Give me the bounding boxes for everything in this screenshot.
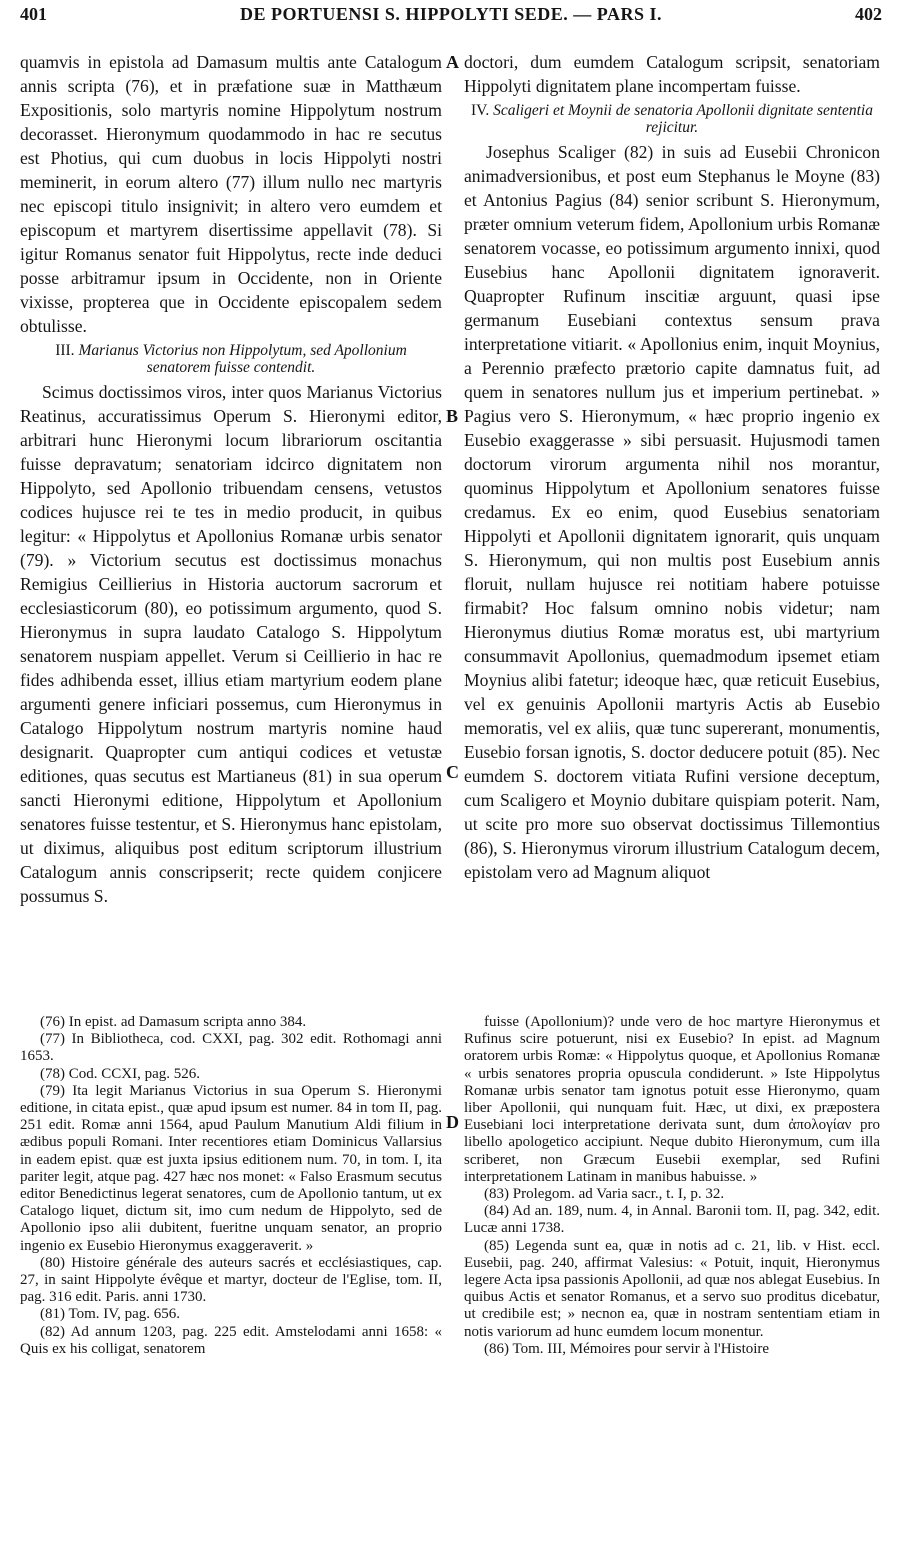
section-number-4: IV. — [471, 102, 490, 119]
footnote: (79) Ita legit Marianus Victorius in sua Operum S. Hieronymi editione, in citata epist., quæ apud ipsum est numer. 84 in tom II, pag. 251 edit. Romæ anni 1564, apud Paulum Manutium Aldi filium in ædibus populi Romani. Inter recentiores etiam Dominicus Vallarsius in eadem epist. quæ est juxta ipsius editionem num. 70, in tom. I, ita pariter legit, atque pag. 427 hæc nos monet: « Falso Erasmum secutus editor Benedictinus legerat senatores, cum de Apollonio tantum, ut ex Catalogo liquet, dictum sit, imo cum nedum de Hippolyto, sed de Apollonio ipso alii dubitent, fueritne unquam senator, an proprio ingenio ex Eusebio Hieronymus exaggeraverit. » — [20, 1082, 442, 1254]
margin-marker-a: A — [446, 52, 459, 72]
running-title: DE PORTUENSI S. HIPPOLYTI SEDE. — PARS I. — [240, 4, 662, 24]
section-heading-4 — [470, 102, 874, 136]
section-number-3: III. — [55, 342, 75, 359]
footnote: (77) In Bibliotheca, cod. CXXI, pag. 302 edit. Rothomagi anni 1653. — [20, 1031, 442, 1065]
page-number-right: 402 — [855, 4, 882, 24]
section-title-4: Scaligeri et Moynii de senatoria Apollonii dignitate sententia rejicitur. — [493, 102, 873, 136]
left-column — [20, 50, 442, 908]
right-paragraph-1: doctori, dum eumdem Catalogum scripsit, senatoriam Hippolyti dignitatem plane incompertam fuisse. — [464, 52, 880, 96]
right-column — [464, 50, 880, 884]
footnote: (82) Ad annum 1203, pag. 225 edit. Amstelodami anni 1658: « Quis ex his colligat, senatorem — [20, 1323, 442, 1357]
right-paragraph-2: Josephus Scaliger (82) in suis ad Eusebii Chronicon animadversionibus, et post eum Stephanus le Moyne (83) et Antonius Pagius (84) senior scribunt S. Hieronymum, præter omnium veterum fidem, Apollonium urbis Romanæ senatorem vocasse, eo potissimum argumento innixi, quod Eusebius hanc Apollonii dignitatem ignoraverit. Quapropter Rufinum inscitiæ arguunt, quasi ipse germanum Eusebiani contextus sensum prava interpretatione vitiarit. « Apollonius enim, inquit Moynius, a Perennio præfecto prætorio capite damnatus fuit, ad quem in senatores nullum jus et imperium pertinebat. » Pagius vero S. Hieronymum, « hæc proprio ingenio ex Eusebio exaggerasse » sibi persuasit. Hujusmodi tamen doctorum virorum argumenta nihil nos morantur, quominus Hippolytum et Apollonium senatores fuisse credamus. Ex eo enim, quod Eusebius senatoriam Hippolyti et Apollonii dignitatem ignorarit, quis unquam S. Hieronymum, qui non multis post Eusebium annis floruit, nullam hujusce rei notitiam habere potuisse firmabit? Hoc falsum omnino nobis videtur; nam Hieronymus diutius Romæ moratus est, ubi martyrium consummavit Apollonius, quemadmodum ipsemet etiam Moynius alibi fatetur; ideoque hæc, quæ reticuit Eusebius, vel ex genuinis Apollonii martyris Actis ab Eusebio memoratis, vel ex aliis, quæ tunc supererant, monumentis, Eusebio forsan ignotis, S. doctor deducere potuit (85). Nec eumdem S. doctorem vitiata Rufini versione deceptum, cum Scaligero et Moynio dubitare quispiam poterit. Nam, ut scite pro more suo observat doctissimus Tillemontius (86), S. Hieronymus virorum illustrium Catalogum decem, epistolam vero ad Magnum aliquot — [464, 142, 880, 882]
footnote: (76) In epist. ad Damasum scripta anno 384. — [40, 1014, 307, 1030]
left-paragraph-1: quamvis in epistola ad Damasum multis ante Catalogum annis scripta (76), et in præfatione suæ in Matthæum Expositionis, solo martyris nomine Hippolytum nostrum decorasset. Hieronymum quodammodo in hac re secutus est Photius, qui cum duobus in locis Hippolyti nostri meminerit, in eorum altero (77) illum nullo nec martyris nec episcopi titulo insignivit; in altero vero eumdem et episcopum et martyrem disertissime appellavit (78). Si igitur Romanus senator fuit Hippolytus, recte inde deduci posse arbitramur ipsum in Occidente, non in Oriente vixisse, propterea que in Occidente episcopalem sedem obtulisse. — [20, 52, 442, 336]
footnote: fuisse (Apollonium)? unde vero de hoc martyre Hieronymus et Rufinus scire potuerunt, nisi ex Eusebio? In epist. ad Magnum oratorem urbis Romæ: « Hippolytus quoque, et Apollonius Romanæ « urbis senatores propria opuscula condiderunt. » Iste Hippolytus Romanæ urbis senator tam ignotus potuit esse Hieronymo, quam liber Apollonii, qui nunquam fuit. Hæc, ut dixi, ex præpostera Eusebiani loci interpretatione derivata sunt, dum ἀπολογίαν pro libello apologetico accipiunt. Neque dubito Hieronymum, cum illa scriberet, non Græcum Eusebii exemplar, sed Rufini interpretationem Latinam in manibus habuisse. » — [464, 1014, 880, 1185]
footnote: (83) Prolegom. ad Varia sacr., t. I, p. 32. — [484, 1186, 725, 1203]
footnotes-left — [20, 1014, 442, 1358]
margin-marker-d: D — [446, 1112, 459, 1132]
footnotes-right — [464, 1014, 880, 1358]
margin-marker-c: C — [446, 762, 459, 782]
margin-marker-b: B — [446, 406, 459, 426]
footnote: (81) Tom. IV, pag. 656. — [40, 1306, 181, 1323]
running-header — [20, 4, 882, 30]
footnote: (86) Tom. III, Mémoires pour servir à l'Histoire — [484, 1340, 770, 1357]
section-heading-3 — [26, 342, 436, 376]
left-paragraph-2: Scimus doctissimos viros, inter quos Marianus Victorius Reatinus, accuratissimus Operum S. Hieronymi editor, arbitrari hunc Hieronymi locum librariorum oscitantia fuisse depravatum; senatoriam idcirco dignitatem non Hippolyto, sed Apollonio tribuendam censens, vetustos codices hujusce rei te tes in medio producit, in quibus legitur: « Hippolytus et Apollonius Romanæ urbis senator (79). » Victorium secutus est doctissimus monachus Remigius Ceillierius in Historia auctorum sacrorum et ecclesiasticorum (80), eo potissimum argumento, quod S. Hieronymus in supra laudato Catalogo S. Hippolytum senatorem nuspiam appellet. Verum si Ceillierio in hac re fides adhibenda esset, illius etiam martyrium eodem plane argumenti genere inficiari possemus, cum Hieronymus in Catalogo Hippolytum nostrum martyris nomine haud designarit. Quapropter cum antiqui codices et vetustæ editiones, quas secutus est Martianeus (81) in sua operum sancti Hieronymi editione, Hippolytum et Apollonium senatores fuisse testentur, et S. Hieronymus hanc epistolam, ut diximus, aliquibus post editum scriptorum illustrium Catalogum annis conscripserit; recte quidem conjicere possumus S. — [20, 382, 442, 906]
footnote: (84) Ad an. 189, num. 4, in Annal. Baronii tom. II, pag. 342, edit. Lucæ anni 1738. — [464, 1203, 880, 1237]
footnote: (78) Cod. CCXI, pag. 526. — [40, 1065, 200, 1082]
footnote: (80) Histoire générale des auteurs sacrés et ecclésiastiques, cap. 27, in saint Hippolyte évêque et martyr, docteur de l'Eglise, tom. II, pag. 316 edit. Paris. anni 1730. — [20, 1254, 442, 1306]
page-number-left: 401 — [20, 4, 47, 24]
footnote: (85) Legenda sunt ea, quæ in notis ad c. 21, lib. v Hist. eccl. Eusebii, pag. 240, affirmat Valesius: « Potuit, inquit, Hieronymus legere Acta ipsa passionis Apollonii, ad quæ nos ablegat Eusebius. In quibus Actis et senator Romanus, et a servo suo proditus dicebatur, ut credibile est; » necnon ea, quæ in nostram sententiam etiam in notis variorum ad hunc eumdem locum monentur. — [464, 1237, 880, 1340]
section-title-3: Marianus Victorius non Hippolytum, sed Apollonium senatorem fuisse contendit. — [78, 342, 407, 376]
